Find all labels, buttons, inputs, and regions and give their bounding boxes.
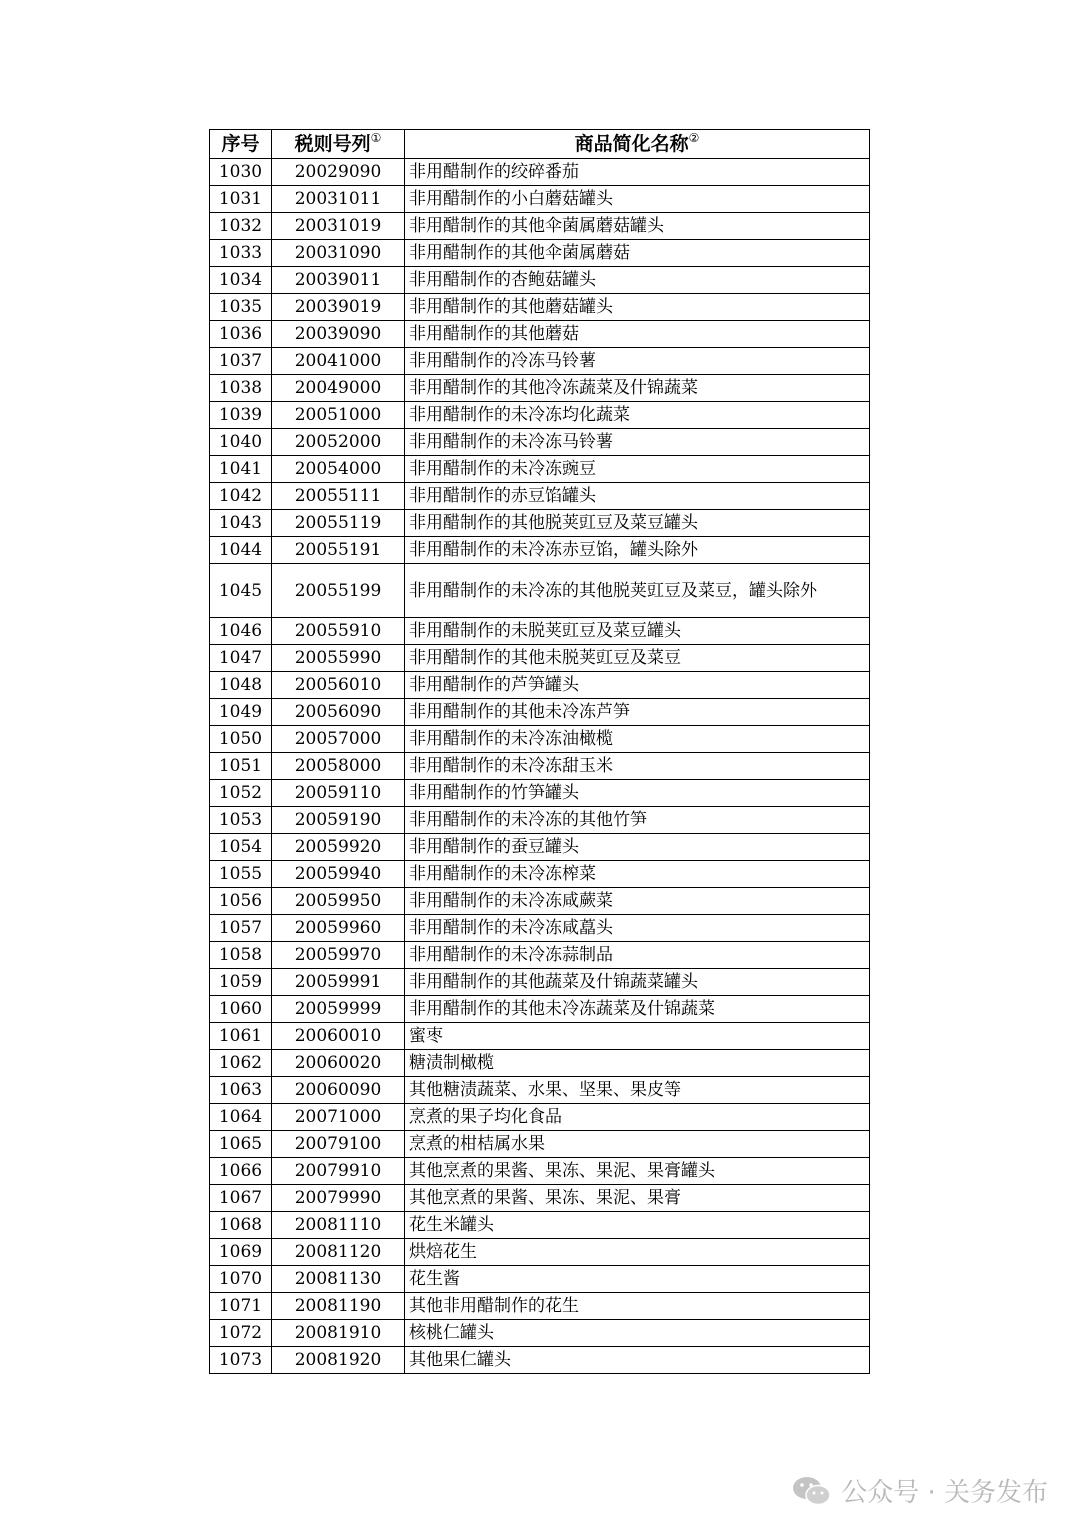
table-row (210, 861, 870, 888)
cell-seq: 1040 (210, 429, 272, 456)
cell-name: 非用醋制作的未冷冻均化蔬菜 (405, 402, 870, 429)
cell-code: 20055910 (272, 618, 405, 645)
table-row (210, 1239, 870, 1266)
cell-code: 20081910 (272, 1320, 405, 1347)
cell-name: 蜜枣 (405, 1023, 870, 1050)
cell-seq: 1039 (210, 402, 272, 429)
cell-name: 非用醋制作的未冷冻的其他竹笋 (405, 807, 870, 834)
table-row (210, 672, 870, 699)
table-row (210, 726, 870, 753)
table-row (210, 564, 870, 618)
table-row (210, 213, 870, 240)
cell-seq: 1035 (210, 294, 272, 321)
table-row (210, 1104, 870, 1131)
cell-code: 20081120 (272, 1239, 405, 1266)
header-code: 税则号列① (272, 130, 405, 159)
cell-seq: 1045 (210, 564, 272, 618)
table-row (210, 915, 870, 942)
cell-seq: 1052 (210, 780, 272, 807)
cell-seq: 1058 (210, 942, 272, 969)
table-row (210, 1077, 870, 1104)
cell-code: 20055111 (272, 483, 405, 510)
cell-code: 20058000 (272, 753, 405, 780)
cell-seq: 1046 (210, 618, 272, 645)
cell-name: 非用醋制作的未脱荚豇豆及菜豆罐头 (405, 618, 870, 645)
cell-name: 烘焙花生 (405, 1239, 870, 1266)
table-row (210, 159, 870, 186)
cell-seq: 1063 (210, 1077, 272, 1104)
cell-code: 20057000 (272, 726, 405, 753)
cell-name: 非用醋制作的未冷冻蒜制品 (405, 942, 870, 969)
cell-code: 20055199 (272, 564, 405, 618)
cell-code: 20059950 (272, 888, 405, 915)
table-row (210, 1185, 870, 1212)
table-row (210, 375, 870, 402)
table-row (210, 510, 870, 537)
cell-name: 其他果仁罐头 (405, 1347, 870, 1374)
cell-code: 20059960 (272, 915, 405, 942)
cell-code: 20039090 (272, 321, 405, 348)
cell-name: 糖渍制橄榄 (405, 1050, 870, 1077)
table-row (210, 888, 870, 915)
table-row (210, 429, 870, 456)
cell-seq: 1049 (210, 699, 272, 726)
cell-code: 20054000 (272, 456, 405, 483)
table-body (210, 159, 870, 1374)
cell-code: 20029090 (272, 159, 405, 186)
cell-code: 20059920 (272, 834, 405, 861)
table-row (210, 618, 870, 645)
table-row (210, 483, 870, 510)
footnote-mark-1: ① (370, 131, 382, 145)
cell-name: 非用醋制作的未冷冻赤豆馅，罐头除外 (405, 537, 870, 564)
cell-seq: 1070 (210, 1266, 272, 1293)
cell-name: 其他烹煮的果酱、果冻、果泥、果膏 (405, 1185, 870, 1212)
cell-seq: 1044 (210, 537, 272, 564)
cell-name: 非用醋制作的未冷冻咸蕨菜 (405, 888, 870, 915)
cell-seq: 1061 (210, 1023, 272, 1050)
table-row (210, 186, 870, 213)
cell-code: 20056090 (272, 699, 405, 726)
cell-name: 非用醋制作的未冷冻油橄榄 (405, 726, 870, 753)
cell-name: 非用醋制作的其他脱荚豇豆及菜豆罐头 (405, 510, 870, 537)
cell-code: 20041000 (272, 348, 405, 375)
cell-seq: 1031 (210, 186, 272, 213)
cell-seq: 1062 (210, 1050, 272, 1077)
cell-code: 20059110 (272, 780, 405, 807)
cell-name: 非用醋制作的蚕豆罐头 (405, 834, 870, 861)
table-row (210, 753, 870, 780)
table-row (210, 267, 870, 294)
table-row (210, 969, 870, 996)
table-row (210, 1320, 870, 1347)
table-row (210, 321, 870, 348)
cell-name: 非用醋制作的冷冻马铃薯 (405, 348, 870, 375)
cell-code: 20056010 (272, 672, 405, 699)
cell-seq: 1054 (210, 834, 272, 861)
cell-code: 20060010 (272, 1023, 405, 1050)
cell-code: 20059970 (272, 942, 405, 969)
table-row (210, 1212, 870, 1239)
table-row (210, 402, 870, 429)
cell-seq: 1065 (210, 1131, 272, 1158)
cell-code: 20081110 (272, 1212, 405, 1239)
header-name: 商品简化名称② (405, 130, 870, 159)
cell-seq: 1064 (210, 1104, 272, 1131)
cell-code: 20055119 (272, 510, 405, 537)
cell-name: 非用醋制作的其他未冷冻芦笋 (405, 699, 870, 726)
cell-name: 核桃仁罐头 (405, 1320, 870, 1347)
wechat-icon (791, 1474, 833, 1508)
cell-seq: 1037 (210, 348, 272, 375)
cell-name: 非用醋制作的未冷冻甜玉米 (405, 753, 870, 780)
table-row (210, 537, 870, 564)
cell-seq: 1055 (210, 861, 272, 888)
cell-name: 其他非用醋制作的花生 (405, 1293, 870, 1320)
cell-name: 非用醋制作的其他未脱荚豇豆及菜豆 (405, 645, 870, 672)
cell-name: 非用醋制作的未冷冻马铃薯 (405, 429, 870, 456)
cell-name: 非用醋制作的其他蘑菇 (405, 321, 870, 348)
cell-seq: 1038 (210, 375, 272, 402)
table-row (210, 240, 870, 267)
table-row (210, 645, 870, 672)
cell-name: 其他烹煮的果酱、果冻、果泥、果膏罐头 (405, 1158, 870, 1185)
cell-seq: 1034 (210, 267, 272, 294)
cell-code: 20079100 (272, 1131, 405, 1158)
cell-name: 非用醋制作的其他未冷冻蔬菜及什锦蔬菜 (405, 996, 870, 1023)
cell-code: 20039019 (272, 294, 405, 321)
cell-code: 20031090 (272, 240, 405, 267)
cell-name: 烹煮的柑桔属水果 (405, 1131, 870, 1158)
watermark-text: 公众号 · 关务发布 (841, 1478, 1048, 1508)
cell-seq: 1053 (210, 807, 272, 834)
cell-seq: 1059 (210, 969, 272, 996)
cell-name: 非用醋制作的赤豆馅罐头 (405, 483, 870, 510)
table-row (210, 1023, 870, 1050)
cell-name: 花生米罐头 (405, 1212, 870, 1239)
cell-name: 非用醋制作的其他伞菌属蘑菇 (405, 240, 870, 267)
cell-name: 非用醋制作的其他冷冻蔬菜及什锦蔬菜 (405, 375, 870, 402)
cell-code: 20060020 (272, 1050, 405, 1077)
cell-name: 非用醋制作的其他伞菌属蘑菇罐头 (405, 213, 870, 240)
cell-code: 20055990 (272, 645, 405, 672)
cell-seq: 1072 (210, 1320, 272, 1347)
cell-seq: 1073 (210, 1347, 272, 1374)
cell-seq: 1067 (210, 1185, 272, 1212)
cell-code: 20059940 (272, 861, 405, 888)
table-row (210, 456, 870, 483)
cell-code: 20081920 (272, 1347, 405, 1374)
cell-code: 20055191 (272, 537, 405, 564)
cell-seq: 1048 (210, 672, 272, 699)
table-row (210, 348, 870, 375)
table-row (210, 780, 870, 807)
table-row (210, 807, 870, 834)
cell-seq: 1036 (210, 321, 272, 348)
cell-seq: 1066 (210, 1158, 272, 1185)
header-seq: 序号 (210, 130, 272, 159)
cell-name: 非用醋制作的绞碎番茄 (405, 159, 870, 186)
cell-seq: 1069 (210, 1239, 272, 1266)
cell-name: 非用醋制作的杏鲍菇罐头 (405, 267, 870, 294)
cell-code: 20052000 (272, 429, 405, 456)
cell-name: 非用醋制作的其他蔬菜及什锦蔬菜罐头 (405, 969, 870, 996)
tariff-table (209, 129, 870, 1374)
cell-seq: 1051 (210, 753, 272, 780)
cell-seq: 1043 (210, 510, 272, 537)
cell-name: 非用醋制作的芦笋罐头 (405, 672, 870, 699)
watermark (791, 1472, 1048, 1509)
cell-name: 非用醋制作的未冷冻榨菜 (405, 861, 870, 888)
cell-code: 20059999 (272, 996, 405, 1023)
cell-seq: 1030 (210, 159, 272, 186)
cell-name: 其他糖渍蔬菜、水果、坚果、果皮等 (405, 1077, 870, 1104)
cell-code: 20071000 (272, 1104, 405, 1131)
table-row (210, 1131, 870, 1158)
cell-name: 非用醋制作的未冷冻的其他脱荚豇豆及菜豆，罐头除外 (405, 564, 870, 618)
cell-seq: 1056 (210, 888, 272, 915)
cell-code: 20081190 (272, 1293, 405, 1320)
cell-seq: 1071 (210, 1293, 272, 1320)
cell-code: 20031011 (272, 186, 405, 213)
cell-name: 非用醋制作的未冷冻咸藠头 (405, 915, 870, 942)
cell-code: 20059190 (272, 807, 405, 834)
cell-code: 20059991 (272, 969, 405, 996)
cell-name: 花生酱 (405, 1266, 870, 1293)
cell-code: 20039011 (272, 267, 405, 294)
cell-name: 烹煮的果子均化食品 (405, 1104, 870, 1131)
cell-seq: 1050 (210, 726, 272, 753)
table-row (210, 1347, 870, 1374)
cell-seq: 1060 (210, 996, 272, 1023)
cell-code: 20060090 (272, 1077, 405, 1104)
cell-name: 非用醋制作的竹笋罐头 (405, 780, 870, 807)
cell-name: 非用醋制作的小白蘑菇罐头 (405, 186, 870, 213)
cell-seq: 1041 (210, 456, 272, 483)
cell-code: 20051000 (272, 402, 405, 429)
cell-seq: 1032 (210, 213, 272, 240)
cell-seq: 1042 (210, 483, 272, 510)
header-row (210, 130, 870, 159)
cell-name: 非用醋制作的其他蘑菇罐头 (405, 294, 870, 321)
cell-seq: 1047 (210, 645, 272, 672)
table-row (210, 1050, 870, 1077)
table-row (210, 1293, 870, 1320)
cell-seq: 1068 (210, 1212, 272, 1239)
table-row (210, 699, 870, 726)
table-row (210, 1266, 870, 1293)
cell-code: 20081130 (272, 1266, 405, 1293)
cell-seq: 1033 (210, 240, 272, 267)
table-row (210, 834, 870, 861)
table-row (210, 942, 870, 969)
cell-code: 20031019 (272, 213, 405, 240)
cell-name: 非用醋制作的未冷冻豌豆 (405, 456, 870, 483)
cell-code: 20049000 (272, 375, 405, 402)
table-row (210, 1158, 870, 1185)
table-row (210, 996, 870, 1023)
cell-code: 20079990 (272, 1185, 405, 1212)
cell-seq: 1057 (210, 915, 272, 942)
footnote-mark-2: ② (688, 131, 700, 145)
table-row (210, 294, 870, 321)
cell-code: 20079910 (272, 1158, 405, 1185)
